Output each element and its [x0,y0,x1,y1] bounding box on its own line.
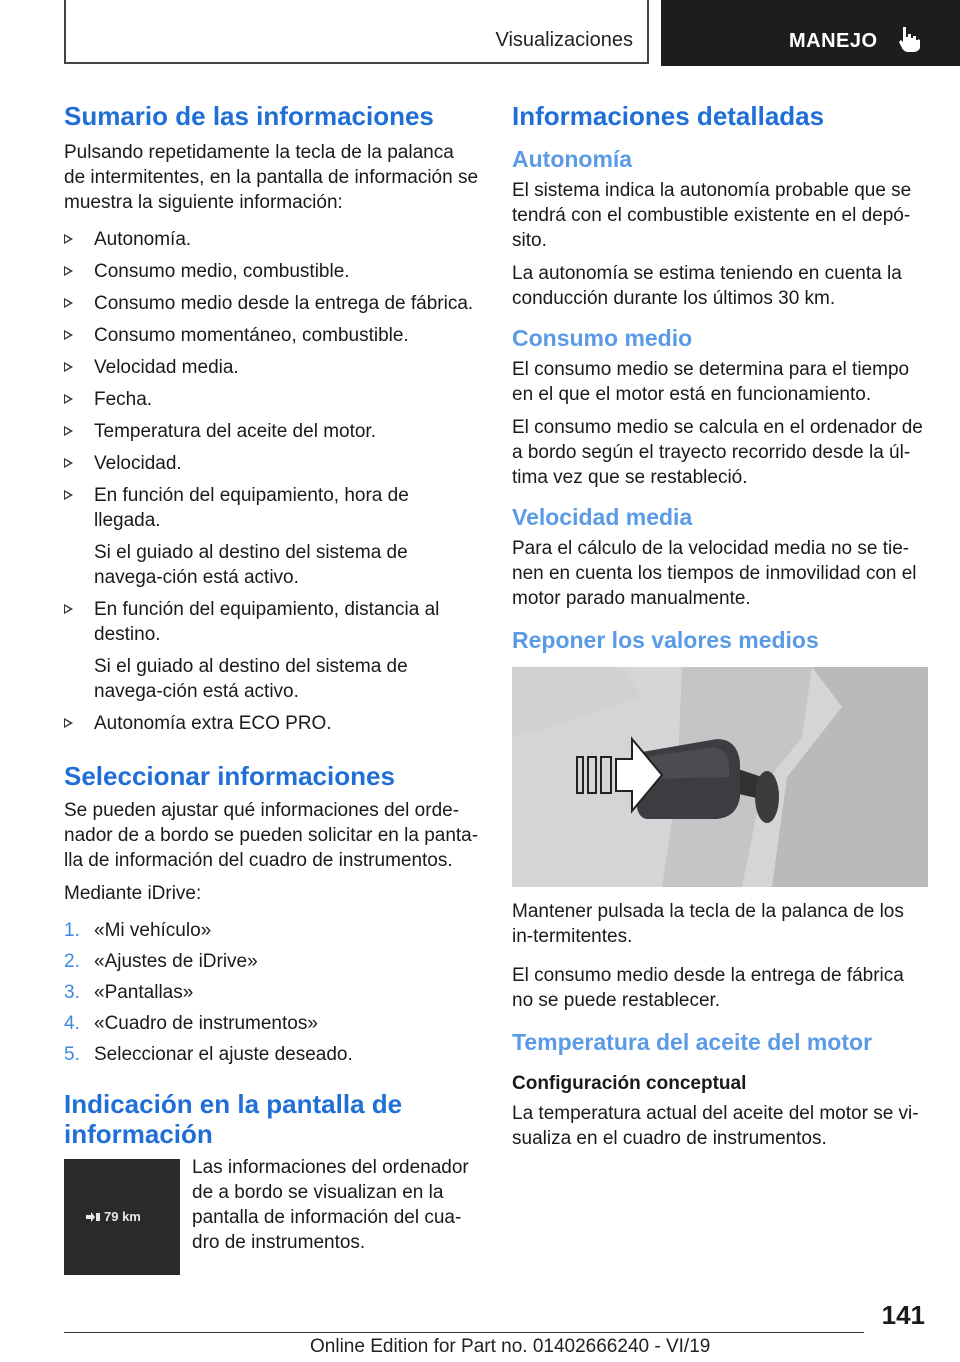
step-text: «Pantallas» [94,982,194,1003]
oil-temp-p1: La temperatura actual del aceite del motor se vi‐sualiza en el cuadro de instrumentos. [512,1103,919,1149]
list-item [64,711,480,736]
list-item-text: Velocidad media. [94,357,239,378]
summary-heading: Sumario de las informaciones [64,101,434,131]
step-number: 3. [64,982,80,1003]
list-item [64,451,480,476]
header-chapter-title: MANEJO [789,30,878,52]
range-p1: El sistema indica la autonomía probable que se tendrá con el combustible existente en el depó‐sito. [512,180,912,251]
step-item [64,1042,480,1067]
list-item [64,227,480,252]
footer-edition: Online Edition for Part no. 01402666240 - VI/19 [310,1336,711,1357]
header-section-title: Visualizaciones [495,29,633,51]
list-item-text: Fecha. [94,389,153,410]
header-section-box [64,0,649,64]
list-item [64,483,480,590]
step-item [64,980,480,1005]
step-item [64,918,480,943]
oil-temp-heading: Temperatura del aceite del motor [512,1029,873,1055]
lever-illustration [512,667,928,887]
display-heading: Indicación en la pantalla de información [64,1089,403,1149]
header-chapter-box [661,0,960,66]
reset-p1: Mantener pulsada la tecla de la palanca de los in‐termitentes. [512,901,904,947]
list-item [64,419,480,444]
step-number: 5. [64,1044,80,1065]
avg-speed-heading: Velocidad media [512,504,693,530]
triangle-bullet-icon [64,298,73,308]
range-p2: La autonomía se estima teniendo en cuenta la conducción durante los últimos 30 km. [512,263,902,309]
display-range-value: 79 km [104,1209,141,1224]
list-item-text: Consumo medio, combustible. [94,261,350,282]
list-item [64,291,480,316]
list-item-subtext: Si el guiado al destino del sistema de navega‐ción está activo. [94,542,408,588]
step-item [64,1011,480,1036]
page-number: 141 [881,1300,925,1330]
select-info-lead: Mediante iDrive: [64,883,202,904]
steps-list [64,918,480,1067]
turn-signal-lever-photo [512,667,928,887]
list-item [64,355,480,380]
step-text: «Ajustes de iDrive» [94,951,258,972]
step-item [64,949,480,974]
right-column [512,100,928,1151]
display-block [64,1159,480,1275]
triangle-bullet-icon [64,362,73,372]
step-number: 1. [64,920,80,941]
list-item [64,597,480,704]
reset-p2: El consumo medio desde la entrega de fábrica no se puede restablecer. [512,965,904,1011]
list-item [64,323,480,348]
list-item-text: Autonomía. [94,229,192,250]
list-item-text: Consumo momentáneo, combustible. [94,325,409,346]
oil-temp-subheading: Configuración conceptual [512,1073,747,1094]
list-item-text: En función del equipamiento, distancia al destino. [94,599,440,645]
list-item-text: Autonomía extra ECO PRO. [94,713,332,734]
display-text: Las informaciones del ordenador de a bordo se visualizan en la pantalla de información del cua‐dro de instrumentos. [192,1159,469,1253]
list-item-text: Consumo medio desde la entrega de fábrica. [94,293,474,314]
select-info-heading: Seleccionar informaciones [64,761,395,791]
avg-consumption-heading: Consumo medio [512,325,693,351]
list-item-text: Temperatura del aceite del motor. [94,421,376,442]
step-number: 2. [64,951,80,972]
avg-consumption-p2: El consumo medio se calcula en el ordenador de a bordo según el trayecto recorrido desde la úl‐tima vez que se restableció. [512,417,923,488]
triangle-bullet-icon [64,718,73,728]
triangle-bullet-icon [64,234,73,244]
avg-consumption-p1: El consumo medio se determina para el tiempo en el que el motor está en funcionamiento. [512,359,910,405]
step-text: Seleccionar el ajuste deseado. [94,1044,353,1065]
triangle-bullet-icon [64,394,73,404]
triangle-bullet-icon [64,426,73,436]
triangle-bullet-icon [64,458,73,468]
select-info-intro: Se pueden ajustar qué informaciones del orde‐nador de a bordo se pueden solicitar en la panta‐lla de información del cuadro de instrumentos. [64,800,479,871]
summary-list [64,227,480,736]
display-range-readout [86,1209,141,1224]
list-item [64,387,480,412]
triangle-bullet-icon [64,604,73,614]
summary-intro: Pulsando repetidamente la tecla de la palanca de intermitentes, en la pantalla de información se muestra la siguiente información: [64,142,479,213]
list-item-text: Velocidad. [94,453,182,474]
range-heading: Autonomía [512,146,633,172]
list-item-subtext: Si el guiado al destino del sistema de navega‐ción está activo. [94,656,408,702]
avg-speed-p1: Para el cálculo de la velocidad media no se tie‐nen en cuenta los tiempos de inmovilidad con el motor parado manualmente. [512,538,917,609]
step-text: «Cuadro de instrumentos» [94,1013,318,1034]
step-text: «Mi vehículo» [94,920,212,941]
left-column [64,100,480,1275]
list-item-text: En función del equipamiento, hora de llegada. [94,485,409,531]
range-arrow-icon [86,1212,100,1222]
list-item [64,259,480,284]
reset-heading: Reponer los valores medios [512,627,819,653]
footer-divider [64,1332,864,1333]
triangle-bullet-icon [64,330,73,340]
info-display-image [64,1159,180,1275]
triangle-bullet-icon [64,490,73,500]
step-number: 4. [64,1013,80,1034]
steering-hand-icon [897,26,921,52]
details-heading: Informaciones detalladas [512,101,825,131]
triangle-bullet-icon [64,266,73,276]
